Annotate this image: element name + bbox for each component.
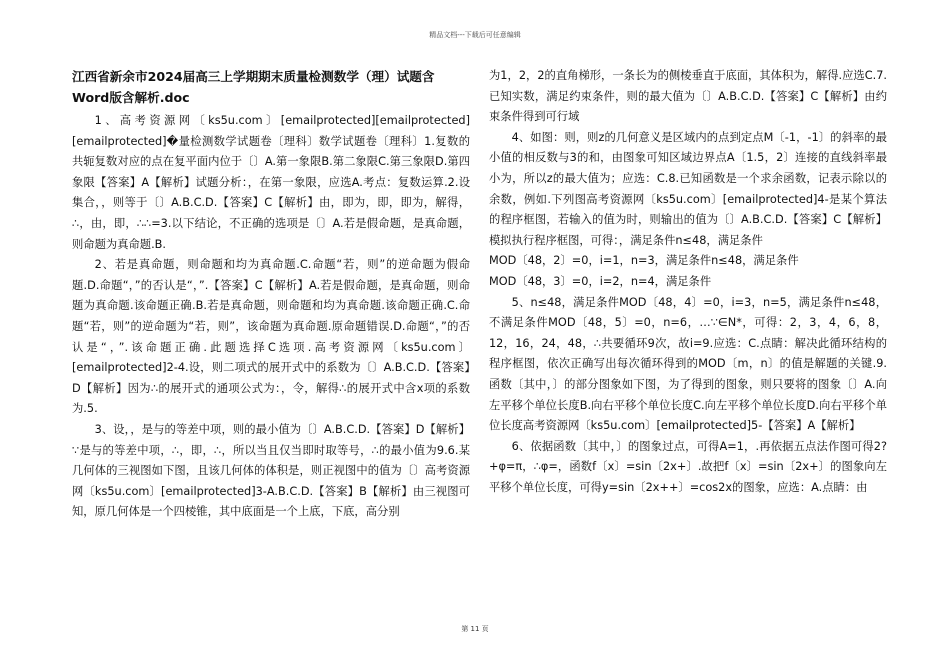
paragraph-2: 2、若是真命题，则命题和均为真命题.C.命题“若，则”的逆命题为假命题.D.命题“，”的否认是“，”.【答案】C【解析】A.若是假命题，是真命题，则命题为真命题.该命题正确.B.若是真命题，则命题和均为真命题.该命题正确.C.命题“若，则”的逆命题为“若，则”，该命题为真命题.原命题错误.D.命题“，”的否认是“，”.该命题正确.此题选择C选项.高考资源网〔ks5u.com〕[emailprotected]2-4.设，则二项式的展开式中的系数为〔〕A.B.C.D.【答案】D【解析】因为∴的展开式的通项公式为：，令，解得∴的展开式中含x项的系数为.5.	[72, 258, 470, 416]
right-column	[489, 66, 887, 498]
paragraph-4: 4、如图：则，则z的几何意义是区域内的点到定点M〔-1，-1〕的斜率的最小值的相反数与3的和，由图象可知区域边界点A〔1.5，2〕连接的直线斜率最小为，所以z的最大值为；应选：C.8.已知函数是一个求余函数，记表示除以的余数，例如.下列图高考资源网〔ks5u.com〕[emailprotected]4-是某个算法的程序框图，若输入的值为时，则输出的值为〔〕A.B.C.D.【答案】C【解析】模拟执行程序框图，可得：，满足条件n≤48，满足条件	[489, 130, 887, 247]
mod-line-1: MOD〔48，2〕=0，i=1，n=3，满足条件n≤48，满足条件	[489, 254, 799, 268]
paragraph-1: 1、高考资源网〔ks5u.com〕[emailprotected][emailprotected][emailprotected]�量检测数学试题卷〔理科〕数学试题卷〔理科〕1.复数的共轭复数对应的点在复平面内位于〔〕A.第一象限B.第二象限C.第三象限D.第四象限【答案】A【解析】试题分析：，在第一象限，应选A.考点：复数运算.2.设集合，，则等于〔〕A.B.C.D.【答案】C【解析】由，即为，即，即为，解得，∴，由，即，∴∴=3.以下结论，不正确的选项是〔〕A.若是假命题，是真命题，则命题为真命题.B.	[72, 114, 470, 251]
paragraph-5: 5、n≤48，满足条件MOD〔48，4〕=0，i=3，n=5，满足条件n≤48，不满足条件MOD〔48，5〕=0，n=6，…∵∈N*，可得：2，3，4，6，8，12，16，24，48，∴共要循环9次，故i=9.应选：C.点睛：解决此循环结构的程序框图，依次正确写出每次循环得到的MOD〔m，n〕的值是解题的关键.9.函数〔其中，〕的部分图象如下图，为了得到的图象，则只要将的图象〔〕A.向左平移个单位长度B.向右平移个单位长度C.向左平移个单位长度D.向右平移个单位长度高考资源网〔ks5u.com〕[emailprotected]5-【答案】A【解析】	[489, 295, 887, 433]
paragraph-6: 6、依据函数〔其中，〕的图象过点，可得A=1，.再依据五点法作图可得2?+φ=π，∴φ=，函数f〔x〕=sin〔2x+〕.故把f〔x〕=sin〔2x+〕的图象向左平移个单位长度，可得y=sin〔2x++〕=cos2x的图象，应选：A.点睛：由	[489, 439, 887, 494]
left-column	[72, 66, 470, 523]
paragraph-3: 3、设，，是与的等差中项，则的最小值为〔〕A.B.C.D.【答案】D【解析】∵是与的等差中项，∴，即，∴，所以当且仅当即时取等号，∴的最小值为9.6.某几何体的三视图如下图，且该几何体的体积是，则正视图中的值为〔〕高考资源网〔ks5u.com〕[emailprotected]3-A.B.C.D.【答案】B【解析】由三视图可知，原几何体是一个四棱锥，其中底面是一个上底，下底，高分别	[72, 422, 470, 519]
document-title: 江西省新余市2024届高三上学期期末质量检测数学（理）试题含Word版含解析.doc	[72, 69, 435, 105]
page-footer: 第 11 页	[461, 625, 489, 633]
paragraph-3-continued: 为1，2，2的直角梯形，一条长为的侧棱垂直于底面，其体积为，解得.应选C.7.已知实数，满足约束条件，则的最大值为〔〕A.B.C.D.【答案】C【解析】由约束条件得到可行域	[489, 69, 887, 124]
page-header: 精品文档---下载后可任意编辑	[429, 31, 521, 39]
mod-line-2: MOD〔48，3〕=0，i=2，n=4，满足条件	[489, 274, 712, 288]
